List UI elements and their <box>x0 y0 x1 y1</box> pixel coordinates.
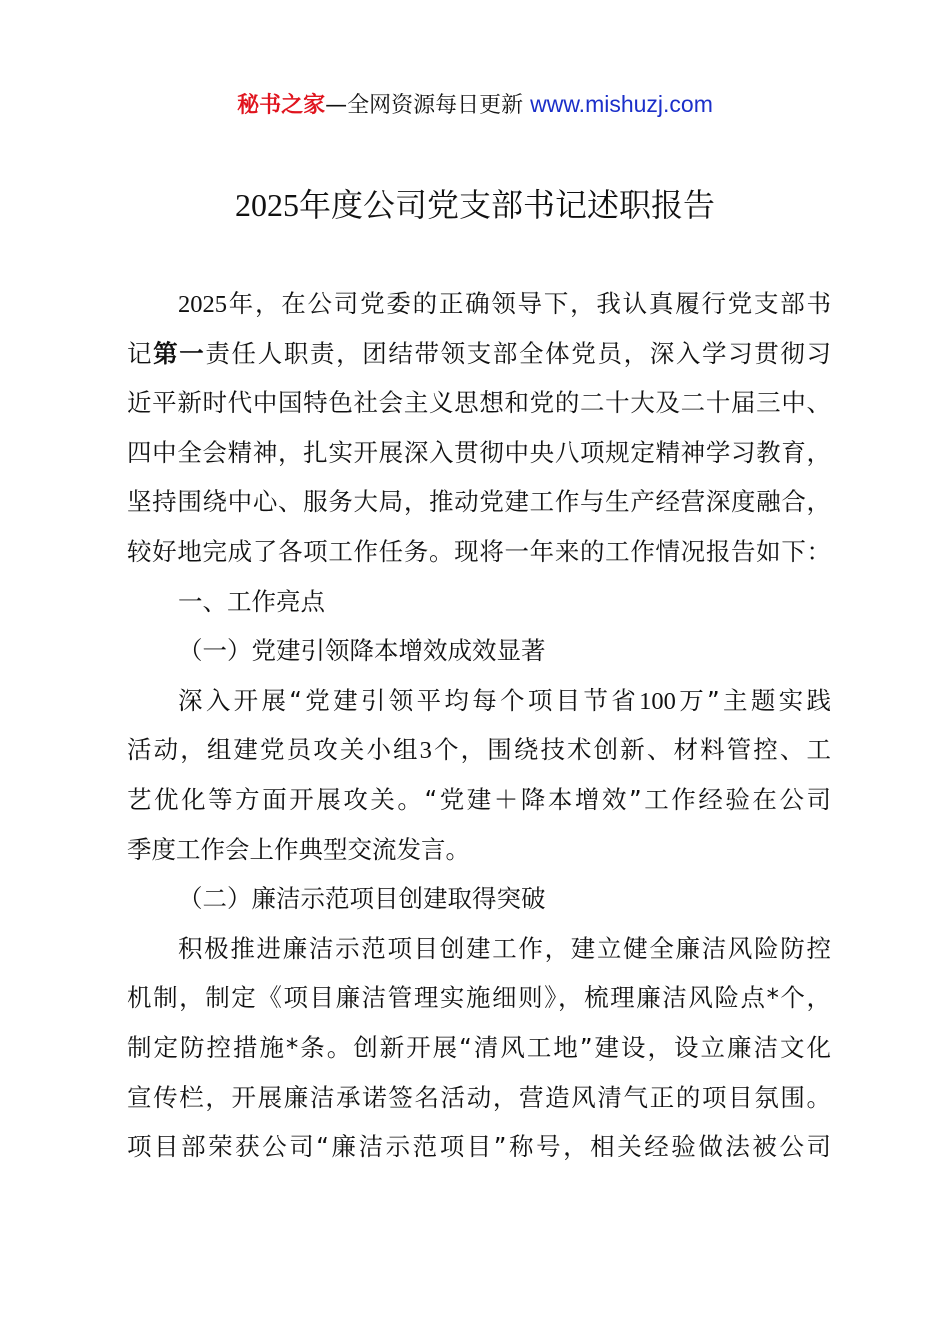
intro-year: 2025 <box>178 291 227 318</box>
section-heading: 一、工作亮点 <box>178 586 325 616</box>
paragraph-integrity <box>127 924 831 1172</box>
text-line: 宣传栏，开展廉洁承诺签名活动，营造风清气正的项目氛围。 <box>127 1082 831 1112</box>
paragraph-cost-reduction <box>127 676 831 874</box>
brand-name: 秘书之家 <box>237 93 326 118</box>
text-line: 近平新时代中国特色社会主义思想和党的二十大及二十届三中、 <box>127 388 831 418</box>
site-url[interactable]: www.mishuzj.com <box>530 91 713 117</box>
title-year: 2025 <box>234 187 299 223</box>
text-line: 记第一责任人职责，团结带领支部全体党员，深入学习贯彻习 <box>127 338 832 368</box>
text-line: 较好地完成了各项工作任务。现将一年来的工作情况报告如下： <box>127 536 831 566</box>
site-header <box>0 86 950 124</box>
text-line: 活动，组建党员攻关小组3个，围绕技术创新、材料管控、工 <box>127 735 832 765</box>
text-line: 制定防控措施*条。创新开展“清风工地”建设，设立廉洁文化 <box>127 1032 831 1062</box>
header-tagline: —全网资源每日更新 <box>325 93 531 118</box>
subsection-heading: （二）廉洁示范项目创建取得突破 <box>178 884 546 914</box>
subsection-heading: （一）党建引领降本增效成效显著 <box>178 636 546 666</box>
text-line: 积极推进廉洁示范项目创建工作，建立健全廉洁风险防控 <box>178 933 831 963</box>
text-line: 四中全会精神，扎实开展深入贯彻中央八项规定精神学习教育， <box>127 437 831 467</box>
text-line: 季度工作会上作典型交流发言。 <box>127 834 470 864</box>
text-line: 艺优化等方面开展攻关。“党建＋降本增效”工作经验在公司 <box>127 784 831 814</box>
text-line: 深入开展“党建引领平均每个项目节省100万”主题实践 <box>178 685 831 715</box>
text-line: 2025年，在公司党委的正确领导下，我认真履行党支部书 <box>178 289 831 318</box>
text-line: 项目部荣获公司“廉洁示范项目”称号，相关经验做法被公司 <box>127 1132 831 1162</box>
text-line: 机制，制定《项目廉洁管理实施细则》，梳理廉洁风险点*个， <box>127 983 831 1013</box>
title-text: 年度公司党支部书记述职报告 <box>298 186 715 224</box>
bold-text: 第一 <box>153 338 206 368</box>
text-line: 坚持围绕中心、服务大局，推动党建工作与生产经营深度融合， <box>127 487 831 517</box>
document-title <box>0 180 950 230</box>
paragraph-intro <box>127 279 831 577</box>
document-body <box>127 279 831 1172</box>
